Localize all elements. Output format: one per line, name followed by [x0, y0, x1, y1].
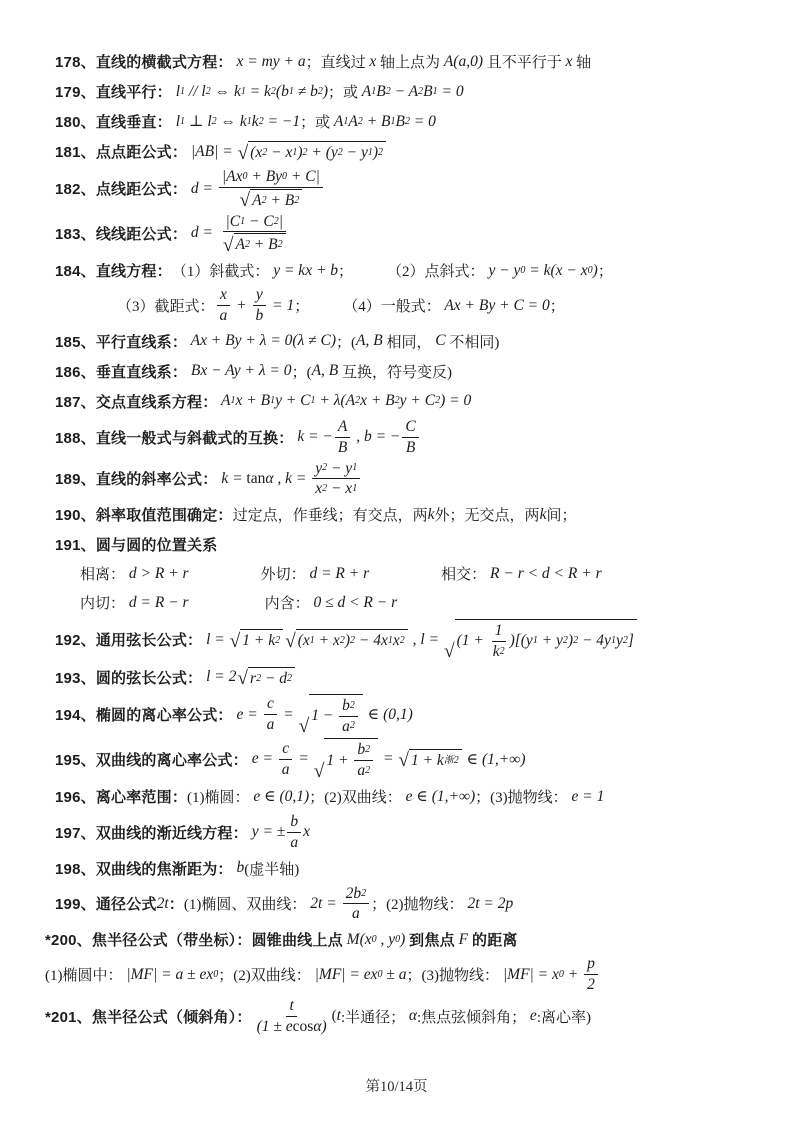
- formula-line: [55, 48, 765, 75]
- text-run: ；: [549, 299, 565, 316]
- spacer: [189, 573, 261, 574]
- item-title: 192、通用弦长公式：: [55, 632, 203, 650]
- math-expression: l = √ 1 + k 2 √ (x 1 + x 2 ) 2 − 4x 1 x 2 , l = √ (1 + 1 k 2 )[(y 1 + y 2 ) 2 − 4y 1 y 2 ]: [202, 619, 638, 661]
- item-title: 198、双曲线的焦渐距为：: [55, 860, 233, 878]
- text-run: 轴上点为: [376, 55, 444, 71]
- text-run: ；: [338, 264, 354, 281]
- text-run: ；: [597, 264, 613, 281]
- formula-item: [55, 460, 765, 499]
- math-expression: 2t = 2p: [463, 894, 514, 912]
- math-expression: |MF| = ex 0 ± a: [310, 965, 407, 983]
- math-expression: d = |Ax 0 + By 0 + C| √ A 2 + B 2: [187, 168, 325, 210]
- text-run: ；(3)抛物线：: [406, 968, 500, 985]
- math-expression: l 1 // l 2 ⇔ k 1 = k 2 (b 1 ≠ b 2 ): [171, 82, 329, 100]
- math-expression: C: [435, 332, 446, 350]
- text-run: 外；无交点，两: [434, 508, 540, 525]
- formula-item: [55, 694, 765, 736]
- formula-line: [55, 885, 765, 924]
- formula-item: [55, 664, 765, 691]
- formula-item: [55, 501, 765, 528]
- item-title: 190、斜率取值范围确定：: [55, 507, 233, 525]
- item-title: 187、交点直线系方程：: [55, 393, 218, 411]
- item-title: 195、双曲线的离心率公式：: [55, 751, 248, 769]
- math-expression: |MF| = x 0 + $\frac{p}{2}$: [499, 955, 600, 994]
- text-run: ；(3)抛物线：: [475, 790, 568, 806]
- text-run: ；(: [336, 334, 357, 351]
- math-expression: l = 2 √ r 2 − d 2: [202, 667, 296, 688]
- text-run: 相同，: [382, 334, 436, 351]
- math-expression: k: [539, 505, 547, 523]
- math-expression: F: [454, 930, 472, 948]
- formula-line: [55, 358, 765, 385]
- formula-line: [55, 664, 765, 691]
- item-title: 到焦点: [409, 932, 455, 950]
- math-expression: y = ± $\frac{b}{a}$ x: [247, 813, 310, 851]
- formula-line: [45, 926, 765, 953]
- text-run: (1)椭圆、双曲线：: [183, 897, 307, 914]
- formula-line: [55, 619, 765, 661]
- formula-line: [45, 997, 765, 1036]
- math-expression: k = tan α , k = y 2 − y 1 x 2 − x 1: [217, 460, 362, 499]
- text-run: :半通径；: [340, 1009, 409, 1026]
- math-expression: e = $\frac{c}{a}$ = √ 1 − b 2 a 2 ∈ (0,1): [232, 695, 413, 737]
- text-run: ；(: [291, 364, 312, 381]
- math-expression: b: [232, 859, 245, 877]
- formula-item: [55, 885, 765, 924]
- math-expression: x: [565, 52, 573, 70]
- formula-line: [80, 589, 765, 616]
- formula-line: [55, 813, 765, 852]
- text-run: 外切：: [260, 567, 306, 584]
- item-title: 180、直线垂直：: [55, 114, 172, 131]
- formula-item: [55, 619, 765, 661]
- math-expression: e = 1: [567, 787, 605, 805]
- math-expression: A(a,0): [443, 52, 483, 70]
- math-expression: d > R + r: [125, 564, 189, 582]
- text-run: 内切：: [80, 596, 126, 613]
- text-run: ；(2)双曲线：: [309, 790, 402, 806]
- math-expression: 0 ≤ d < R − r: [309, 593, 398, 611]
- math-expression: A 1 x + B 1 y + C 1 + λ(A 2 x + B 2 y + C 2 ) = 0: [217, 392, 472, 410]
- item-title: 184、直线方程：: [55, 263, 172, 281]
- spacer: [189, 602, 265, 603]
- formula-line: [45, 955, 765, 994]
- math-expression: |AB| = √ (x 2 − x 1 ) 2 + (y 2 − y 1 ) 2: [187, 141, 387, 162]
- item-title: 193、圆的弦长公式：: [55, 669, 203, 687]
- math-expression: y = kx + b: [269, 261, 339, 279]
- item-title: 185、平行直线系：: [55, 333, 188, 351]
- math-expression: t: [336, 1007, 341, 1025]
- formula-item: [55, 213, 765, 255]
- text-run: (: [331, 1007, 337, 1024]
- formula-item: [55, 48, 765, 75]
- formula-item: [55, 388, 765, 415]
- math-expression: k = − $\frac{A}{B}$ , b = − $\frac{C}{B}$: [293, 418, 420, 457]
- math-expression: α: [408, 1007, 417, 1025]
- text-run: 过定点，作垂线；有交点，两: [232, 508, 428, 525]
- formula-item: [55, 358, 765, 385]
- math-expression: d = R − r: [125, 593, 189, 611]
- math-expression: y − y 0 = k(x − x 0 ): [484, 261, 598, 279]
- spacer: [309, 305, 343, 306]
- item-title: 194、椭圆的离心率公式：: [55, 707, 233, 725]
- math-expression: e: [529, 1007, 537, 1025]
- math-expression: M(x 0 , y 0 ): [342, 930, 410, 948]
- text-run: ；直线过: [305, 55, 370, 71]
- math-expression: d = R + r: [305, 564, 370, 582]
- text-run: :离心率): [536, 1009, 591, 1026]
- math-expression: 2t: [156, 894, 169, 912]
- formula-line: [55, 78, 765, 105]
- page-number: 第10/14页: [365, 1079, 428, 1095]
- formula-item: [55, 138, 765, 165]
- formula-line: [55, 108, 765, 135]
- math-expression: k: [427, 505, 435, 523]
- text-run: 且不平行于: [482, 55, 566, 71]
- math-expression: |MF| = a ± ex 0: [122, 965, 219, 983]
- spacer: [369, 573, 441, 574]
- text-run: 轴: [572, 55, 592, 71]
- formula-line: [55, 694, 765, 736]
- formula-line: [55, 460, 765, 499]
- item-title: 189、直线的斜率公式：: [55, 471, 218, 489]
- item-title: 178、直线的横截式方程：: [55, 54, 233, 71]
- formula-item: [55, 738, 765, 780]
- formula-list: [45, 48, 765, 1036]
- math-expression: A, B: [311, 362, 339, 380]
- text-run: （1）斜截式：: [171, 264, 270, 281]
- formula-item: [55, 328, 765, 355]
- text-run: 相交：: [441, 567, 487, 584]
- formula-item: [45, 996, 765, 1036]
- text-run: 相离：: [80, 567, 126, 584]
- item-title: 183、线线距公式：: [55, 225, 188, 243]
- item-title: 179、直线平行：: [55, 84, 172, 101]
- text-run: 间；: [546, 508, 577, 525]
- formula-line: [80, 560, 765, 587]
- text-run: ；: [294, 299, 310, 316]
- spacer: [353, 270, 387, 271]
- text-run: （2）点斜式：: [387, 264, 485, 281]
- formula-line: [55, 501, 765, 528]
- math-expression: x = my + a: [232, 52, 306, 70]
- math-expression: R − r < d < R + r: [486, 564, 602, 582]
- text-run: ；(2)抛物线：: [371, 897, 464, 914]
- formula-item: [55, 783, 765, 810]
- math-expression: Bx − Ay + λ = 0: [187, 362, 292, 380]
- item-title: 197、双曲线的渐近线方程：: [55, 824, 248, 842]
- math-expression: e = $\frac{c}{a}$ = √ 1 + b 2 a 2 = √ 1 + k 渐 2 ∈ (1,+∞): [247, 739, 526, 782]
- math-expression: e ∈ (1,+∞): [401, 788, 476, 805]
- text-run: (1)椭圆中：: [45, 968, 123, 985]
- formula-line: [117, 286, 765, 325]
- formula-item: [55, 168, 765, 210]
- math-expression: t (1 ± e cos α): [256, 996, 327, 1035]
- math-expression: Ax + By + C = 0: [440, 296, 550, 314]
- formula-line: [55, 783, 765, 810]
- formula-item: [55, 78, 765, 105]
- formula-item: [55, 531, 765, 616]
- item-title: 191、圆与圆的位置关系: [55, 537, 218, 555]
- formula-line: [55, 168, 765, 210]
- formula-line: [55, 738, 765, 780]
- math-expression: Ax + By + λ = 0(λ ≠ C): [187, 332, 337, 350]
- math-expression: 2t = 2b 2 a: [306, 885, 371, 924]
- item-title: 186、垂直直线系：: [55, 363, 188, 381]
- item-title: *201、焦半径公式（倾斜角）：: [45, 1008, 252, 1026]
- text-run: :焦点弦倾斜角；: [417, 1009, 530, 1026]
- math-expression: A 1 A 2 + B 1 B 2 = 0: [333, 112, 436, 130]
- text-run: ；或: [328, 85, 362, 101]
- item-title: 181、点点距公式：: [55, 144, 188, 161]
- formula-item: [45, 926, 765, 994]
- formula-line: [55, 855, 765, 882]
- formula-line: [55, 388, 765, 415]
- text-run: ；或: [300, 115, 334, 131]
- formula-item: [55, 257, 765, 325]
- math-expression: l 1 ⊥ l 2 ⇔ k 1 k 2 = −1: [171, 112, 301, 130]
- math-expression: x: [369, 52, 377, 70]
- item-title: 188、直线一般式与斜截式的互换：: [55, 429, 294, 447]
- formula-item: [55, 855, 765, 882]
- math-expression: d = |C 1 − C 2 | √ A 2 + B 2: [187, 213, 292, 255]
- item-title: *200、焦半径公式（带坐标）：圆锥曲线上点: [45, 932, 343, 950]
- formula-line: [55, 257, 765, 284]
- formula-item: [55, 813, 765, 852]
- formula-line: [55, 213, 765, 255]
- text-run: 互换，符号变反): [338, 364, 452, 381]
- formula-line: [55, 418, 765, 457]
- item-title: 199、通径公式: [55, 896, 157, 914]
- text-run: (虚半轴): [244, 861, 300, 878]
- text-run: （4）一般式：: [343, 299, 441, 316]
- item-title: 196、离心率范围：: [55, 789, 188, 806]
- math-expression: $\frac{x}{a}$ + $\frac{y}{b}$ = 1: [215, 286, 295, 325]
- math-expression: A, B: [356, 332, 383, 350]
- text-run: 内含：: [264, 596, 310, 613]
- text-run: (1)椭圆：: [187, 790, 250, 806]
- formula-line: [55, 138, 765, 165]
- item-title: ：: [168, 896, 184, 914]
- formula-line: [55, 531, 765, 558]
- text-run: （3）截距式：: [117, 299, 215, 316]
- formula-item: [55, 108, 765, 135]
- math-expression: A 1 B 2 − A 2 B 1 = 0: [361, 82, 464, 100]
- formula-item: [55, 418, 765, 457]
- text-run: ；(2)双曲线：: [218, 968, 311, 985]
- item-title: 的距离: [472, 932, 518, 950]
- formula-line: [55, 328, 765, 355]
- text-run: 不相同): [445, 334, 500, 351]
- item-title: 182、点线距公式：: [55, 181, 188, 199]
- math-expression: e ∈ (0,1): [249, 788, 310, 805]
